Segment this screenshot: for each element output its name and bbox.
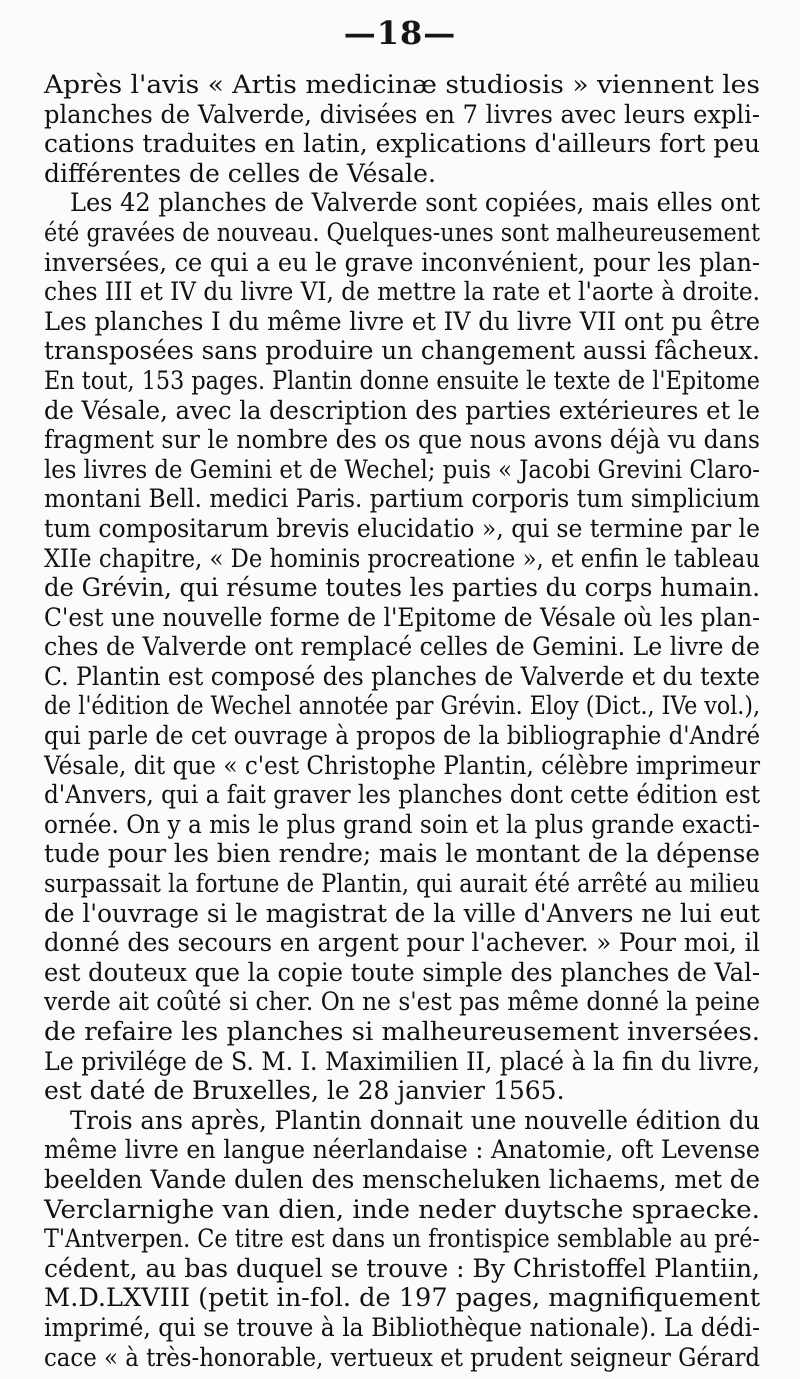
text-line: inversées, ce qui a eu le grave inconvénient, pour les plan-	[44, 247, 760, 277]
text-line: été gravées de nouveau. Quelques-unes sont malheureusement	[44, 217, 760, 247]
body-text	[44, 70, 760, 1372]
text-line: de Grévin, qui résume toutes les parties du corps humain.	[44, 573, 760, 603]
text-line: imprimé, qui se trouve à la Bibliothèque nationale). La dédi-	[44, 1312, 760, 1342]
text-line: C'est une nouvelle forme de l'Epitome de Vésale où les plan-	[44, 602, 760, 632]
text-line: cédent, au bas duquel se trouve : By Christoffel Plantiin,	[44, 1253, 760, 1283]
text-line: verde ait coûté si cher. On ne s'est pas même donné la peine	[44, 987, 760, 1017]
text-line: de l'édition de Wechel annotée par Grévin. Eloy (Dict., IVe vol.),	[44, 691, 760, 721]
text-line: surpassait la fortune de Plantin, qui aurait été arrêté au milieu	[44, 869, 760, 899]
text-line: ches III et IV du livre VI, de mettre la rate et l'aorte à droite.	[44, 277, 760, 307]
text-line: ornée. On y a mis le plus grand soin et la plus grande exacti-	[44, 809, 760, 839]
text-line: même livre en langue néerlandaise : Anatomie, oft Levense	[44, 1135, 760, 1165]
text-line: d'Anvers, qui a fait graver les planches dont cette édition est	[44, 780, 760, 810]
text-line: Le privilége de S. M. I. Maximilien II, placé à la fin du livre,	[44, 1046, 760, 1076]
text-line: C. Plantin est composé des planches de Valverde et du texte	[44, 661, 760, 691]
text-line: de Vésale, avec la description des parties extérieures et le	[44, 395, 760, 425]
text-line: Après l'avis « Artis medicinæ studiosis » viennent les	[44, 70, 760, 99]
text-line: planches de Valverde, divisées en 7 livres avec leurs expli-	[44, 99, 760, 129]
text-line: Les 42 planches de Valverde sont copiées, mais elles ont	[70, 188, 760, 218]
text-line: ches de Valverde ont remplacé celles de Gemini. Le livre de	[44, 632, 760, 662]
text-line: cations traduites en latin, explications d'ailleurs fort peu	[44, 129, 760, 159]
text-line: est douteux que la copie toute simple des planches de Val-	[44, 957, 760, 987]
page-number: —18—	[343, 14, 457, 52]
text-line: cace « à très-honorable, vertueux et prudent seigneur Gérard	[44, 1342, 760, 1372]
text-line: M.D.LXVIII (petit in-fol. de 197 pages, magnifiquement	[44, 1283, 760, 1313]
text-line: qui parle de cet ouvrage à propos de la bibliographie d'André	[44, 721, 760, 751]
text-line: tude pour les bien rendre; mais le montant de la dépense	[44, 839, 760, 869]
text-line: Verclarnighe van dien, inde neder duytsche spraecke.	[44, 1194, 760, 1224]
text-line: tum compositarum brevis elucidatio », qui se termine par le	[44, 513, 760, 543]
text-line: est daté de Bruxelles, le 28 janvier 1565.	[44, 1076, 565, 1106]
text-line: montani Bell. medici Paris. partium corporis tum simplicium	[44, 484, 760, 514]
text-line: T'Antverpen. Ce titre est dans un frontispice semblable au pré-	[44, 1224, 760, 1254]
text-line: fragment sur le nombre des os que nous avons déjà vu dans	[44, 425, 760, 455]
text-line: Trois ans après, Plantin donnait une nouvelle édition du	[70, 1105, 760, 1135]
text-line: différentes de celles de Vésale.	[44, 158, 436, 188]
text-line: les livres de Gemini et de Wechel; puis « Jacobi Grevini Claro-	[44, 454, 760, 484]
text-line: donné des secours en argent pour l'achever. » Pour moi, il	[44, 928, 760, 958]
text-line: XIIe chapitre, « De hominis procreatione », et enfin le tableau	[44, 543, 760, 573]
text-line: de refaire les planches si malheureusement inversées.	[44, 1017, 760, 1046]
text-line: Les planches I du même livre et IV du livre VII ont pu être	[44, 306, 760, 336]
text-line: beelden Vande dulen des menscheluken lichaems, met de	[44, 1164, 760, 1194]
text-line: Vésale, dit que « c'est Christophe Plantin, célèbre imprimeur	[44, 750, 760, 780]
text-line: En tout, 153 pages. Plantin donne ensuite le texte de l'Epitome	[44, 365, 760, 395]
text-line: transposées sans produire un changement aussi fâcheux.	[44, 336, 760, 366]
text-line: de l'ouvrage si le magistrat de la ville d'Anvers ne lui eut	[44, 898, 760, 928]
